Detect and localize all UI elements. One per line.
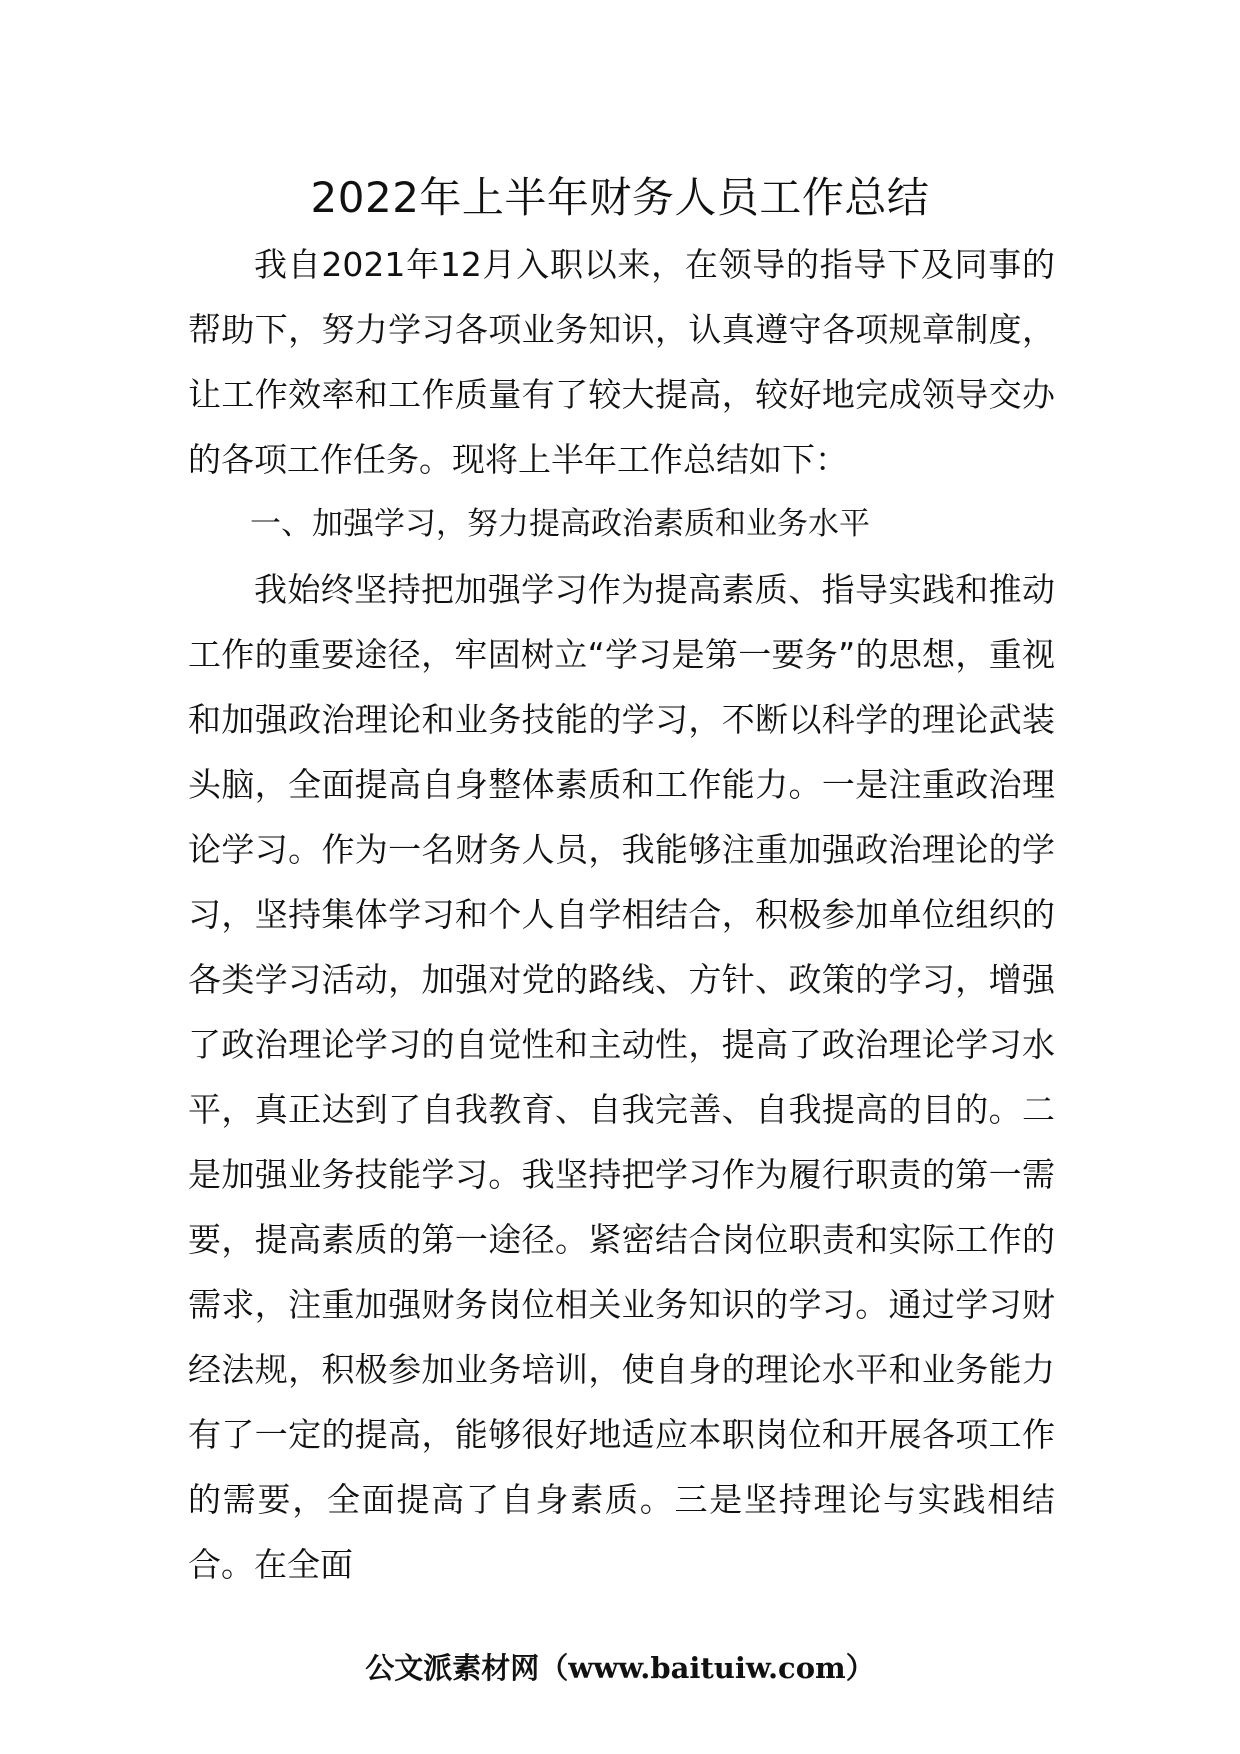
footer-source-text: 公文派素材网（www.baituiw.com） — [365, 1651, 875, 1685]
section-heading: 一、加强学习，努力提高政治素质和业务水平 — [250, 506, 870, 542]
document-body — [188, 232, 1055, 1597]
document-title: 2022年上半年财务人员工作总结 — [310, 173, 930, 222]
body-paragraph: 我始终坚持把加强学习作为提高素质、指导实践和推动工作的重要途径，牢固树立“学习是第一要务”的思想，重视和加强政治理论和业务技能的学习，不断以科学的理论武装头脑，全面提高自身整体素质和工作能力。一是注重政治理论学习。作为一名财务人员，我能够注重加强政治理论的学习，坚持集体学习和个人自学相结合，积极参加单位组织的各类学习活动，加强对党的路线、方针、政策的学习，增强了政治理论学习的自觉性和主动性，提高了政治理论学习水平，真正达到了自我教育、自我完善、自我提高的目的。二是加强业务技能学习。我坚持把学习作为履行职责的第一需要，提高素质的第一途径。紧密结合岗位职责和实际工作的需求，注重加强财务岗位相关业务知识的学习。通过学习财经法规，积极参加业务培训，使自身的理论水平和业务能力有了一定的提高，能够很好地适应本职岗位和开展各项工作的需要，全面提高了自身素质。三是坚持理论与实践相结合。在全面 — [188, 570, 1055, 1584]
intro-paragraph: 我自2021年12月入职以来，在领导的指导下及同事的帮助下，努力学习各项业务知识，认真遵守各项规章制度，让工作效率和工作质量有了较大提高，较好地完成领导交办的各项工作任务。现将上半年工作总结如下： — [188, 245, 1055, 479]
